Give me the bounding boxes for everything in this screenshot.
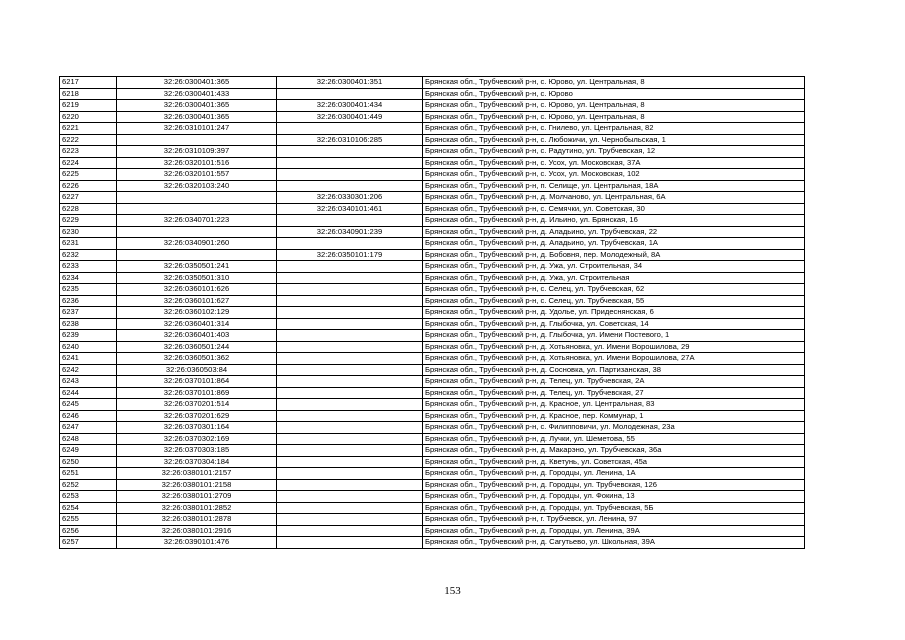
parent-cadastral-number-cell — [277, 330, 423, 342]
table-row — [60, 456, 805, 468]
address-cell: Брянская обл., Трубчевский р-н, с. Юрово, ул. Центральная, 8 — [423, 111, 805, 123]
row-number-cell: 6250 — [60, 456, 117, 468]
table-row — [60, 422, 805, 434]
table-row — [60, 318, 805, 330]
cadastral-number-cell: 32:26:0360501:362 — [117, 353, 277, 365]
row-number-cell: 6247 — [60, 422, 117, 434]
address-cell: Брянская обл., Трубчевский р-н, с. Усох, ул. Московская, 102 — [423, 169, 805, 181]
table-row — [60, 514, 805, 526]
parent-cadastral-number-cell — [277, 537, 423, 549]
address-cell: Брянская обл., Трубчевский р-н, с. Любожичи, ул. Чернобыльская, 1 — [423, 134, 805, 146]
address-cell: Брянская обл., Трубчевский р-н, д. Кветунь, ул. Советская, 45а — [423, 456, 805, 468]
table-row — [60, 502, 805, 514]
parent-cadastral-number-cell — [277, 525, 423, 537]
cadastral-number-cell: 32:26:0320101:557 — [117, 169, 277, 181]
table-row — [60, 111, 805, 123]
table-row — [60, 100, 805, 112]
parent-cadastral-number-cell — [277, 399, 423, 411]
table-row — [60, 468, 805, 480]
table-row — [60, 88, 805, 100]
address-cell: Брянская обл., Трубчевский р-н, д. Телец, ул. Трубчевская, 2А — [423, 376, 805, 388]
parent-cadastral-number-cell — [277, 123, 423, 135]
address-cell: Брянская обл., Трубчевский р-н, д. Красное, пер. Коммунар, 1 — [423, 410, 805, 422]
parent-cadastral-number-cell — [277, 410, 423, 422]
row-number-cell: 6219 — [60, 100, 117, 112]
table-row — [60, 123, 805, 135]
parent-cadastral-number-cell — [277, 169, 423, 181]
row-number-cell: 6241 — [60, 353, 117, 365]
table-row — [60, 272, 805, 284]
parent-cadastral-number-cell: 32:26:0330301:206 — [277, 192, 423, 204]
row-number-cell: 6220 — [60, 111, 117, 123]
parent-cadastral-number-cell — [277, 387, 423, 399]
cadastral-number-cell: 32:26:0370201:629 — [117, 410, 277, 422]
row-number-cell: 6224 — [60, 157, 117, 169]
row-number-cell: 6236 — [60, 295, 117, 307]
table-row — [60, 341, 805, 353]
cadastral-number-cell: 32:26:0340701:223 — [117, 215, 277, 227]
table-row — [60, 491, 805, 503]
row-number-cell: 6251 — [60, 468, 117, 480]
parent-cadastral-number-cell — [277, 491, 423, 503]
address-cell: Брянская обл., Трубчевский р-н, д. Ильино, ул. Брянская, 16 — [423, 215, 805, 227]
parent-cadastral-number-cell — [277, 353, 423, 365]
address-cell: Брянская обл., Трубчевский р-н, с. Селец, ул. Трубчевская, 62 — [423, 284, 805, 296]
address-cell: Брянская обл., Трубчевский р-н, д. Глыбочка, ул. Советская, 14 — [423, 318, 805, 330]
address-cell: Брянская обл., Трубчевский р-н, д. Городцы, ул. Ленина, 1А — [423, 468, 805, 480]
row-number-cell: 6218 — [60, 88, 117, 100]
row-number-cell: 6217 — [60, 77, 117, 89]
row-number-cell: 6245 — [60, 399, 117, 411]
address-cell: Брянская обл., Трубчевский р-н, с. Радутино, ул. Трубчевская, 12 — [423, 146, 805, 158]
parent-cadastral-number-cell — [277, 514, 423, 526]
table-row — [60, 307, 805, 319]
address-cell: Брянская обл., Трубчевский р-н, д. Молчаново, ул. Центральная, 6А — [423, 192, 805, 204]
parent-cadastral-number-cell — [277, 479, 423, 491]
row-number-cell: 6232 — [60, 249, 117, 261]
parent-cadastral-number-cell — [277, 272, 423, 284]
cadastral-number-cell — [117, 226, 277, 238]
cadastral-number-cell: 32:26:0370304:184 — [117, 456, 277, 468]
address-cell: Брянская обл., Трубчевский р-н, с. Селец, ул. Трубчевская, 55 — [423, 295, 805, 307]
row-number-cell: 6223 — [60, 146, 117, 158]
address-cell: Брянская обл., Трубчевский р-н, д. Городцы, ул. Трубчевская, 126 — [423, 479, 805, 491]
address-cell: Брянская обл., Трубчевский р-н, д. Красное, ул. Центральная, 83 — [423, 399, 805, 411]
parent-cadastral-number-cell — [277, 364, 423, 376]
cadastral-number-cell: 32:26:0380101:2158 — [117, 479, 277, 491]
table-row — [60, 203, 805, 215]
table-row — [60, 330, 805, 342]
parent-cadastral-number-cell: 32:26:0340901:239 — [277, 226, 423, 238]
table-row — [60, 433, 805, 445]
table-row — [60, 226, 805, 238]
address-cell: Брянская обл., Трубчевский р-н, с. Юрово — [423, 88, 805, 100]
cadastral-number-cell: 32:26:0380101:2852 — [117, 502, 277, 514]
row-number-cell: 6231 — [60, 238, 117, 250]
cadastral-number-cell: 32:26:0320101:516 — [117, 157, 277, 169]
address-cell: Брянская обл., Трубчевский р-н, д. Глыбочка, ул. Имени Постевого, 1 — [423, 330, 805, 342]
table-row — [60, 445, 805, 457]
address-cell: Брянская обл., Трубчевский р-н, д. Лучки, ул. Шеметова, 55 — [423, 433, 805, 445]
row-number-cell: 6244 — [60, 387, 117, 399]
parent-cadastral-number-cell — [277, 307, 423, 319]
row-number-cell: 6248 — [60, 433, 117, 445]
row-number-cell: 6255 — [60, 514, 117, 526]
table-row — [60, 249, 805, 261]
cadastral-number-cell: 32:26:0370201:514 — [117, 399, 277, 411]
table-row — [60, 537, 805, 549]
cadastral-number-cell: 32:26:0320103:240 — [117, 180, 277, 192]
address-cell: Брянская обл., Трубчевский р-н, п. Селище, ул. Центральная, 18А — [423, 180, 805, 192]
table-row — [60, 157, 805, 169]
parent-cadastral-number-cell — [277, 456, 423, 468]
parent-cadastral-number-cell — [277, 88, 423, 100]
row-number-cell: 6228 — [60, 203, 117, 215]
table-row — [60, 410, 805, 422]
address-cell: Брянская обл., Трубчевский р-н, с. Гнилево, ул. Центральная, 82 — [423, 123, 805, 135]
row-number-cell: 6254 — [60, 502, 117, 514]
parent-cadastral-number-cell — [277, 318, 423, 330]
table-row — [60, 238, 805, 250]
table-row — [60, 146, 805, 158]
table-row — [60, 387, 805, 399]
parent-cadastral-number-cell — [277, 215, 423, 227]
cadastral-number-cell: 32:26:0310101:247 — [117, 123, 277, 135]
parent-cadastral-number-cell — [277, 341, 423, 353]
row-number-cell: 6226 — [60, 180, 117, 192]
cadastral-number-cell — [117, 249, 277, 261]
cadastral-number-cell: 32:26:0370101:869 — [117, 387, 277, 399]
row-number-cell: 6229 — [60, 215, 117, 227]
address-cell: Брянская обл., Трубчевский р-н, д. Ужа, ул. Строительная — [423, 272, 805, 284]
cadastral-number-cell — [117, 134, 277, 146]
parent-cadastral-number-cell — [277, 157, 423, 169]
cadastral-number-cell: 32:26:0360101:626 — [117, 284, 277, 296]
row-number-cell: 6243 — [60, 376, 117, 388]
row-number-cell: 6233 — [60, 261, 117, 273]
row-number-cell: 6246 — [60, 410, 117, 422]
table-row — [60, 364, 805, 376]
row-number-cell: 6242 — [60, 364, 117, 376]
cadastral-number-cell — [117, 192, 277, 204]
cadastral-number-cell: 32:26:0300401:365 — [117, 111, 277, 123]
row-number-cell: 6256 — [60, 525, 117, 537]
parent-cadastral-number-cell — [277, 376, 423, 388]
parent-cadastral-number-cell — [277, 422, 423, 434]
parent-cadastral-number-cell: 32:26:0310106:285 — [277, 134, 423, 146]
row-number-cell: 6253 — [60, 491, 117, 503]
parent-cadastral-number-cell: 32:26:0350101:179 — [277, 249, 423, 261]
table-row — [60, 353, 805, 365]
cadastral-number-cell: 32:26:0370302:169 — [117, 433, 277, 445]
address-cell: Брянская обл., Трубчевский р-н, с. Усох, ул. Московская, 37А — [423, 157, 805, 169]
cadastral-number-cell: 32:26:0370303:185 — [117, 445, 277, 457]
address-cell: Брянская обл., Трубчевский р-н, с. Филипповичи, ул. Молодежная, 23а — [423, 422, 805, 434]
cadastral-number-cell: 32:26:0380101:2709 — [117, 491, 277, 503]
address-cell: Брянская обл., Трубчевский р-н, д. Аладьино, ул. Трубчевская, 1А — [423, 238, 805, 250]
table-row — [60, 77, 805, 89]
page-number: 153 — [444, 585, 461, 597]
address-cell: Брянская обл., Трубчевский р-н, с. Семячки, ул. Советская, 30 — [423, 203, 805, 215]
row-number-cell: 6239 — [60, 330, 117, 342]
cadastral-number-cell: 32:26:0300401:365 — [117, 77, 277, 89]
address-cell: Брянская обл., Трубчевский р-н, д. Городцы, ул. Ленина, 39А — [423, 525, 805, 537]
address-cell: Брянская обл., Трубчевский р-н, д. Сагутьево, ул. Школьная, 39А — [423, 537, 805, 549]
cadastral-number-cell: 32:26:0380101:2916 — [117, 525, 277, 537]
table-row — [60, 192, 805, 204]
cadastral-number-cell: 32:26:0370301:164 — [117, 422, 277, 434]
parent-cadastral-number-cell: 32:26:0340101:461 — [277, 203, 423, 215]
cadastral-number-cell: 32:26:0310109:397 — [117, 146, 277, 158]
address-cell: Брянская обл., Трубчевский р-н, д. Хотьяновка, ул. Имени Ворошилова, 27А — [423, 353, 805, 365]
cadastral-number-cell: 32:26:0360101:627 — [117, 295, 277, 307]
parent-cadastral-number-cell: 32:26:0300401:449 — [277, 111, 423, 123]
address-cell: Брянская обл., Трубчевский р-н, с. Юрово, ул. Центральная, 8 — [423, 77, 805, 89]
parent-cadastral-number-cell — [277, 180, 423, 192]
cadastral-number-cell: 32:26:0380101:2157 — [117, 468, 277, 480]
parent-cadastral-number-cell — [277, 502, 423, 514]
cadastral-number-cell — [117, 203, 277, 215]
cadastral-number-cell: 32:26:0360503:84 — [117, 364, 277, 376]
row-number-cell: 6237 — [60, 307, 117, 319]
row-number-cell: 6257 — [60, 537, 117, 549]
address-cell: Брянская обл., Трубчевский р-н, д. Макарэно, ул. Трубчевская, 36а — [423, 445, 805, 457]
parent-cadastral-number-cell — [277, 433, 423, 445]
row-number-cell: 6221 — [60, 123, 117, 135]
table-row — [60, 180, 805, 192]
registry-table-body — [60, 77, 805, 549]
table-row — [60, 284, 805, 296]
parent-cadastral-number-cell — [277, 295, 423, 307]
address-cell: Брянская обл., Трубчевский р-н, д. Ужа, ул. Строительная, 34 — [423, 261, 805, 273]
row-number-cell: 6227 — [60, 192, 117, 204]
cadastral-number-cell: 32:26:0350501:241 — [117, 261, 277, 273]
parent-cadastral-number-cell: 32:26:0300401:351 — [277, 77, 423, 89]
cadastral-number-cell: 32:26:0360401:403 — [117, 330, 277, 342]
row-number-cell: 6249 — [60, 445, 117, 457]
cadastral-number-cell: 32:26:0380101:2878 — [117, 514, 277, 526]
cadastral-number-cell: 32:26:0390101:476 — [117, 537, 277, 549]
address-cell: Брянская обл., Трубчевский р-н, д. Аладьино, ул. Трубчевская, 22 — [423, 226, 805, 238]
address-cell: Брянская обл., Трубчевский р-н, д. Городцы, ул. Фокина, 13 — [423, 491, 805, 503]
parent-cadastral-number-cell — [277, 445, 423, 457]
address-cell: Брянская обл., Трубчевский р-н, д. Телец, ул. Трубчевская, 27 — [423, 387, 805, 399]
address-cell: Брянская обл., Трубчевский р-н, д. Городцы, ул. Трубчевская, 5Б — [423, 502, 805, 514]
parent-cadastral-number-cell — [277, 261, 423, 273]
parent-cadastral-number-cell — [277, 238, 423, 250]
table-row — [60, 525, 805, 537]
row-number-cell: 6238 — [60, 318, 117, 330]
cadastral-number-cell: 32:26:0360102:129 — [117, 307, 277, 319]
parent-cadastral-number-cell — [277, 284, 423, 296]
table-row — [60, 134, 805, 146]
cadastral-number-cell: 32:26:0340901:260 — [117, 238, 277, 250]
address-cell: Брянская обл., Трубчевский р-н, с. Юрово, ул. Центральная, 8 — [423, 100, 805, 112]
parent-cadastral-number-cell — [277, 146, 423, 158]
cadastral-number-cell: 32:26:0300401:433 — [117, 88, 277, 100]
parent-cadastral-number-cell: 32:26:0300401:434 — [277, 100, 423, 112]
row-number-cell: 6230 — [60, 226, 117, 238]
table-row — [60, 295, 805, 307]
row-number-cell: 6240 — [60, 341, 117, 353]
address-cell: Брянская обл., Трубчевский р-н, д. Бобовня, пер. Молодежный, 8А — [423, 249, 805, 261]
table-row — [60, 169, 805, 181]
row-number-cell: 6225 — [60, 169, 117, 181]
address-cell: Брянская обл., Трубчевский р-н, д. Хотьяновка, ул. Имени Ворошилова, 29 — [423, 341, 805, 353]
table-row — [60, 376, 805, 388]
table-row — [60, 399, 805, 411]
registry-table — [59, 76, 805, 549]
table-row — [60, 215, 805, 227]
row-number-cell: 6252 — [60, 479, 117, 491]
row-number-cell: 6234 — [60, 272, 117, 284]
cadastral-number-cell: 32:26:0300401:365 — [117, 100, 277, 112]
address-cell: Брянская обл., Трубчевский р-н, д. Сосновка, ул. Партизанская, 38 — [423, 364, 805, 376]
address-cell: Брянская обл., Трубчевский р-н, г. Трубчевск, ул. Ленина, 97 — [423, 514, 805, 526]
address-cell: Брянская обл., Трубчевский р-н, д. Удолье, ул. Придеснянская, 6 — [423, 307, 805, 319]
table-row — [60, 479, 805, 491]
cadastral-number-cell: 32:26:0360401:314 — [117, 318, 277, 330]
table-row — [60, 261, 805, 273]
cadastral-number-cell: 32:26:0370101:864 — [117, 376, 277, 388]
cadastral-number-cell: 32:26:0360501:244 — [117, 341, 277, 353]
row-number-cell: 6235 — [60, 284, 117, 296]
parent-cadastral-number-cell — [277, 468, 423, 480]
row-number-cell: 6222 — [60, 134, 117, 146]
cadastral-number-cell: 32:26:0350501:310 — [117, 272, 277, 284]
